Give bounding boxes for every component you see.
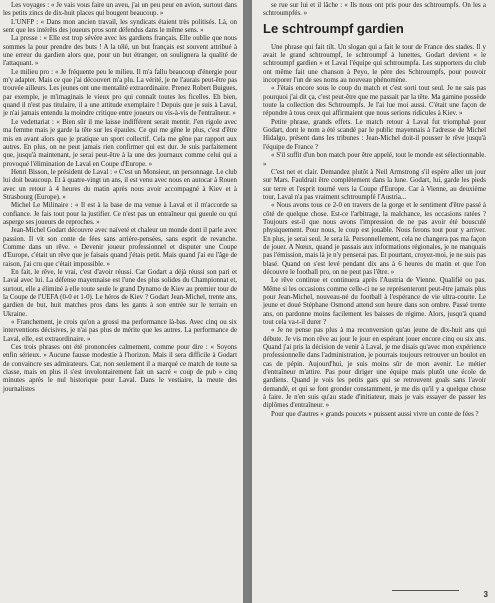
right-paragraph: « Je ne pense pas plus à ma reconversion qu'au jeune de dix-huit ans qui débute. Je vis mon rêve au jour le jour en espérant jouer encore cinq ou six ans. Quand j'ai pris la décision de venir à Laval, je me disais qu'avec mon expérience professionnelle dans l'administration, je pourrais toujours retrouver un boulot en cas de pépin. Aujourd'hui, je suis moins sûr de mon avenir. Le métier d'entraîneur m'attire. Pas pour diriger une équipe mais plutôt une école de gardiens. Quand je vois les petits gars qui se retrouvent goals sans l'avoir demandé, et qui se font gronder constamment, je me dis qu'il y a quelque chose à faire. Je n'en suis qu'au stade d'initiateur, mais je vais essayer de passer les diplômes d'entraîneur. » [263,327,486,410]
right-paragraph: Une phrase qui fait tilt. Un slogan qui a fait le tour de France des stades. Il y avait le grand schtroumpf, le schtroumpf à lunettes, Godart devient « le schtroumpf gardien » et Laval l'équipe qui schtroumpfa. Les supporters du club ont même fait une chanson à Peyo, le père des Schtroumpfs, pour pouvoir incorporer l'un de ses noms au nouveau phénomène. [263,43,486,85]
left-paragraph: Le milieu pro : « Je fréquente peu le milieu. Il m'a fallu beaucoup d'énergie pour m'y adapter. Mais ce que j'ai découvert m'a plu. La vérité, je ne l'aurais peut-être pas trouvée ailleurs. Les jeunes ont une mentalité extraordinaire. Prenez Robert Buigues, par exemple, je m'imaginais le vieux pro qui connaît toutes les ficelles. Eh bien, quand il n'est pas titulaire, il a une attitude exemplaire ! Depuis que je suis à Laval, je n'ai jamais entendu la moindre critique entre joueurs ou vis-à-vis de l'entraîneur. » [3,68,238,118]
end-rule [392,590,459,591]
section-heading: Le schtroumpf gardien [263,20,404,36]
right-paragraph: Petite phrase, grands effets. Le match retour à Laval fut triomphal pour Godart, dont le nom a été scandé par le public mayennais à l'adresse de Michel Hidalgo, présent dans les tribunes : Jean-Michel doit-il pousser le rêve jusqu'à l'équipe de France ? [263,118,486,151]
left-paragraph: Les voyages : « Je vais vous faire un aveu, j'ai un peu peur en avion, surtout dans les petits zincs de dix-huit places qui bougent beaucoup. » [3,2,237,18]
left-paragraph: Henri Bisson, le président de Laval : « C'est un Monsieur, un personnage. Le club lui doit beaucoup. Et à quatre-vingt un ans, il est venu avec nous en autocar à Rouen avec un retour à 4 heures du matin après nous avoir accompagné à Kiev et à Strasbourg (Europe). » [3,168,237,201]
left-paragraph: Michel Le Milinaire : « Il est à la base de ma venue à Laval et il m'accorde sa confiance. Je fais tout pour la justifier. Ce n'est pas un entraîneur qui gueule ou qui asperge ses joueurs de reproches. » [3,202,237,226]
left-paragraph: « Franchement, je crois qu'on a grossi ma performance là-bas. Avec cinq ou six interventions décisives, je n'ai pas plus de mérite que les autres. La performance de Laval, elle, est extraordinaire. » [3,319,237,343]
left-paragraph: La presse : « Elle est trop sévère avec les gardiens français. Elle oublie que nous sommes la pour prendre des buts ! A la télé, un but français est souvent attribué à une erreur du gardien alors que, pour un but étranger, on soulignera la qualité de l'attaquant. » [3,35,237,68]
right-page [252,0,495,603]
left-column [3,2,237,394]
right-paragraph: C'est net et clair. Demandez plutôt à Neil Armstrong s'il espère aller un jour sur Mars. Fauldrait être complètement dans la lune. Godart, lui, garde les pieds sur terre et l'esprit tourné vers la Coupe d'Europe. Car à Vienne, au deuxième tour, Laval n'a pas vraiment schtroumpfé l'Austria... [263,168,486,201]
page-number: 3 [483,589,488,599]
left-paragraph: Jean-Michel Godart découvre avec naïveté et chaleur un monde dont il parle avec passion. Il vit son conte de fées sans arrière-pensées, sans esprit de revanche. Comme dans un rêve. « Devenir joueur professionnel et disputer une Coupe d'Europe, c'était un rêve que je faisais quand j'étais petit. Mais quand j'ai eu l'âge de raison, j'ai cru que c'était impossible. » [3,227,237,268]
right-paragraph: « J'étais encore sous le coup du match et c'est sorti tout seul. Je ne sais pas pourquoi j'ai dit ça, c'est peut-être que me passait par la tête. Ma gamine possède toute la collection des Schtroumpfs. Je l'ai lue moi aussi. C'était une façon de répondre à tous ceux qui affirmaient que nous serions ridicules à Kiev. » [263,85,486,118]
right-paragraph: « S'il suffit d'un bon match pour être appelé, tout le monde est sélectionnable. » [263,152,486,168]
right-paragraph: Pour que d'autres « grands poucets » puissent aussi vivre un conte de fées ? [271,410,479,418]
left-page [0,0,243,603]
left-paragraph: Ces trois phrases ont été prononcées calmement, comme pour dire : « Soyons enfin sérieux. » Aucune fausse modestie à l'horizon. Mais il sera difficile à Godart de convaincre ses admirateurs. Car, non seulement il a marqué ce match de toute sa classe, mais en plus il s'est involontairement fait un sacré « coup de pub » cinq minutes après le nul historique pour Laval. Dans le vestiaire, la meute des journalistes [3,344,237,393]
right-paragraph: « Nous avons tous ce 2-0 en travers de la gorge et le sentiment d'être passé à côté de quelque chose. Est-ce l'arbitrage, la malchance, les occasions ratées ? Toujours est-il que nous avons l'impression de ne pas avoir été bousculé physiquement. Pour nous, le coup est jouable. Nous ferons tout pour y arriver. En plus, je serai seul. Je sera là. Personnellement, cela ne changera pas ma façon de jouer. A Nœux, quand je passais aux informations régionales, je ne manquais pas l'émission, mais là je n'y penserai pas. Et pourtant, croyez-moi, je ne suis pas blasé. Quand on s'est levé pendant dix ans à 6 heures du matin et que l'on découvre le football pro, on ne peut pas l'être. » [263,202,486,276]
right-intro-paragraph: se rue sur lui et il lâche : « Ils nous ont pris pour des schtroumpfs. On les a schtroumpfés. » [263,2,486,18]
left-paragraph: Le vedettariat : « Bien sûr il me laisse indifférent serait mentir. J'en rigole avec ma femme mais je garde la tête sur les épaules. Ce qui me gêne le plus, c'est d'être mis en avant alors que je pratique un sport collectif. Cela me gêne par rapport aux autres. En plus, on ne peut jamais rien confirmer qui est dur. Je suis parfaitement que, jusqu'à maintenant, je serai peut-être à la une des journaux comme celui qui a provoqué l'élimination de Laval en Coupe d'Europe. » [3,118,237,168]
left-paragraph: En fait, le rêve, le vrai, c'est d'avoir réussi. Car Godart a déjà réussi son pari et Laval avec lui. La défense mayennaise est l'une des plus solides du Championnat et, surtout, elle a éliminé à elle toute seule le grand Dynamo de Kiev au premier tour de la Coupe de l'UEFA (0-0 et 1-0). Le héros de Kiev ? Godart Jean-Michel, trente ans, gardien de but, huit matches pros dans les gants à son entrée sur le terrain en Ukraine. [3,269,237,318]
right-paragraph: Le rêve continue et continuera après l'Austria de Vienne. Qualifié ou pas. Même si les occasions comme celle-ci ne se représenteront peut-être jamais plus pour Jean-Michel, nouveau-né du football à l'espérance de vie ultra-courte. Le jeune et doué Stéphane Osmond attend son heure dans son ombre. Passé trente ans, on pardonne moins facilement les baisses de régime. Alors, jusqu'à quand tout cela va-t-il durer ? [263,277,486,327]
right-column [263,2,486,419]
left-paragraph: L'UNFP : « Dans mon ancien travail, les syndicats étaient très politisés. Là, on sent que les intérêts des joueurs pros sont défendus dans le même sens. » [3,18,237,35]
